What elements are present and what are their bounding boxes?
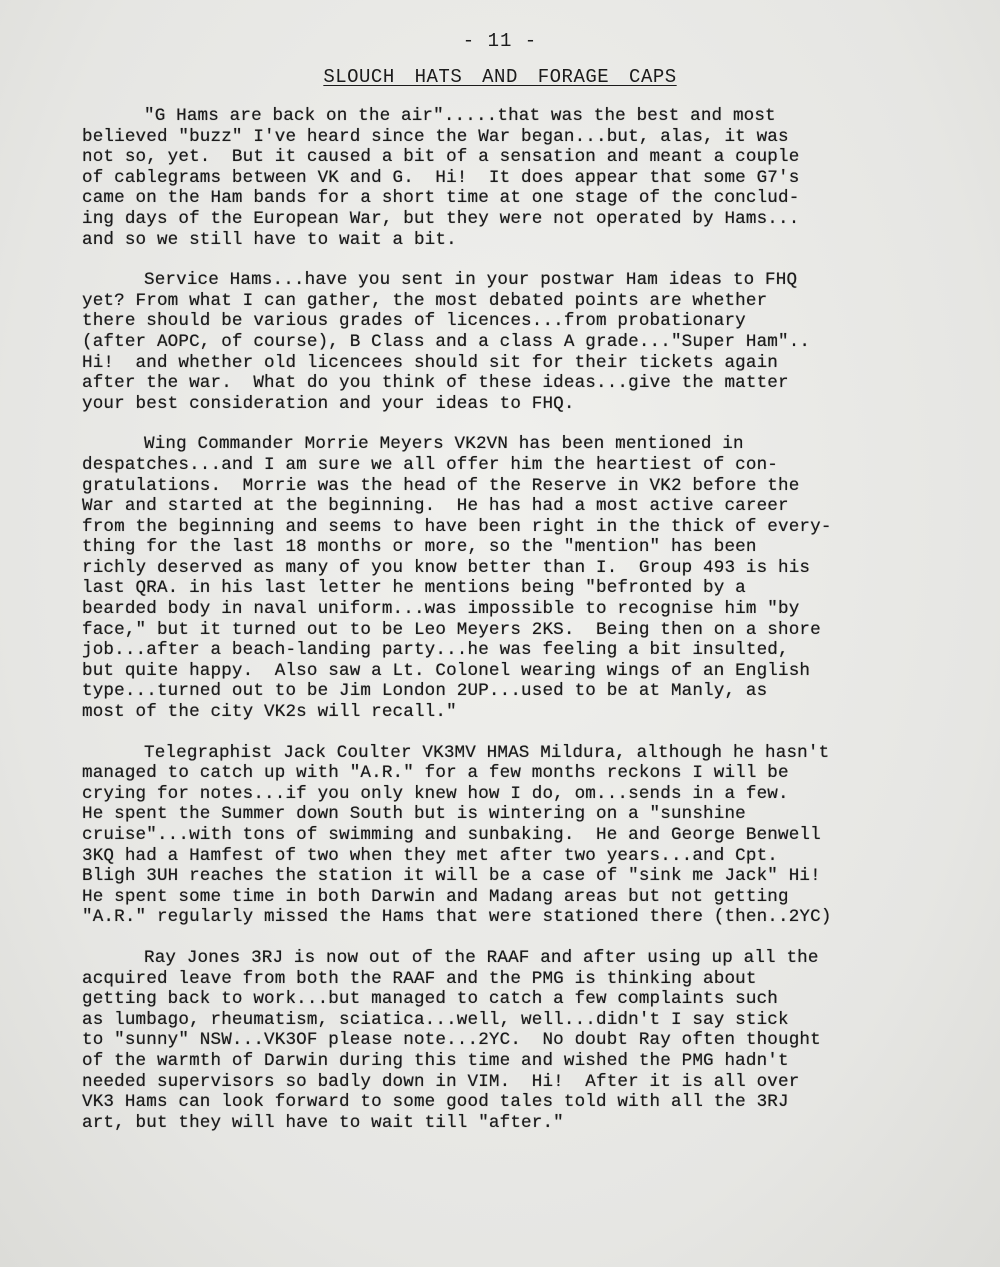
text-line: "A.R." regularly missed the Hams that were stationed there (then..2YC) — [82, 907, 832, 928]
text-line: believed "buzz" I've heard since the War began...but, alas, it was — [82, 126, 789, 147]
text-line: crying for notes...if you only knew how I do, om...sends in a few. — [82, 783, 789, 804]
text-line: to "sunny" NSW...VK3OF please note...2YC. No doubt Ray often thought — [82, 1030, 821, 1051]
page-number: - 11 - — [462, 30, 538, 52]
text-line: came on the Ham bands for a short time at one stage of the conclud- — [82, 188, 800, 209]
text-line: of cablegrams between VK and G. Hi! It does appear that some G7's — [82, 167, 800, 188]
article-title: SLOUCH HATS AND FORAGE CAPS — [323, 66, 677, 88]
paragraph — [82, 270, 962, 414]
text-line: managed to catch up with "A.R." for a few months reckons I will be — [82, 763, 789, 784]
text-line: (after AOPC, of course), B Class and a class A grade..."Super Ham".. — [82, 331, 811, 352]
text-line: job...after a beach-landing party...he was feeling a bit insulted, — [82, 640, 789, 661]
text-line: thing for the last 18 months or more, so the "mention" has been — [82, 537, 757, 558]
text-line: Wing Commander Morrie Meyers VK2VN has been mentioned in — [144, 434, 744, 455]
paragraph — [82, 434, 962, 722]
text-line: face," but it turned out to be Leo Meyers 2KS. Being then on a shore — [82, 619, 821, 640]
text-line: He spent the Summer down South but is wintering on a "sunshine — [82, 804, 746, 825]
text-line: Service Hams...have you sent in your postwar Ham ideas to FHQ — [144, 270, 798, 291]
text-line: most of the city VK2s will recall." — [82, 702, 457, 723]
text-line: War and started at the beginning. He has had a most active career — [82, 496, 789, 517]
text-line: needed supervisors so badly down in VIM. Hi! After it is all over — [82, 1071, 800, 1092]
text-line: from the beginning and seems to have been right in the thick of every- — [82, 516, 832, 537]
text-line: cruise"...with tons of swimming and sunbaking. He and George Benwell — [82, 825, 821, 845]
text-line: Telegraphist Jack Coulter VK3MV HMAS Mildura, although he hasn't — [144, 742, 830, 763]
article-body — [82, 106, 962, 1153]
text-line: after the war. What do you think of these ideas...give the matter — [82, 373, 789, 394]
text-line: "G Hams are back on the air".....that was the best and most — [144, 106, 776, 126]
text-line: Ray Jones 3RJ is now out of the RAAF and after using up all the — [144, 947, 819, 968]
text-line: getting back to work...but managed to catch a few complaints such — [82, 989, 779, 1010]
text-line: your best consideration and your ideas to FHQ. — [82, 393, 575, 414]
text-line: ing days of the European War, but they were not operated by Hams... — [82, 208, 800, 229]
text-line: of the warmth of Darwin during this time and wished the PMG hadn't — [82, 1050, 789, 1071]
text-line: despatches...and I am sure we all offer him the heartiest of con- — [82, 454, 779, 475]
text-line: richly deserved as many of you know better than I. Group 493 is his — [82, 557, 811, 578]
text-line: acquired leave from both the RAAF and the PMG is thinking about — [82, 968, 757, 989]
text-line: not so, yet. But it caused a bit of a sensation and meant a couple — [82, 147, 800, 168]
paragraph — [82, 106, 962, 250]
text-line: last QRA. in his last letter he mentions being "befronted by a — [82, 578, 746, 599]
text-line: as lumbago, rheumatism, sciatica...well, well...didn't I say stick — [82, 1009, 789, 1030]
text-line: yet? From what I can gather, the most debated points are whether — [82, 290, 768, 311]
text-line: bearded body in naval uniform...was impossible to recognise him "by — [82, 599, 800, 620]
paragraph — [82, 743, 962, 928]
text-line: Bligh 3UH reaches the station it will be a case of "sink me Jack" Hi! — [82, 866, 821, 887]
text-line: but quite happy. Also saw a Lt. Colonel wearing wings of an English — [82, 660, 811, 681]
text-line: He spent some time in both Darwin and Madang areas but not getting — [82, 886, 789, 907]
paragraph — [82, 948, 962, 1133]
text-line: Hi! and whether old licencees should sit for their tickets again — [82, 352, 779, 373]
text-line: gratulations. Morrie was the head of the Reserve in VK2 before the — [82, 475, 800, 496]
text-line: art, but they will have to wait till "after." — [82, 1112, 564, 1133]
text-line: VK3 Hams can look forward to some good tales told with all the 3RJ — [82, 1092, 789, 1113]
text-line: there should be various grades of licences...from probationary — [82, 311, 746, 332]
text-line: and so we still have to wait a bit. — [82, 229, 457, 250]
text-line: type...turned out to be Jim London 2UP...used to be at Manly, as — [82, 681, 768, 702]
text-line: 3KQ had a Hamfest of two when they met after two years...and Cpt. — [82, 845, 779, 866]
